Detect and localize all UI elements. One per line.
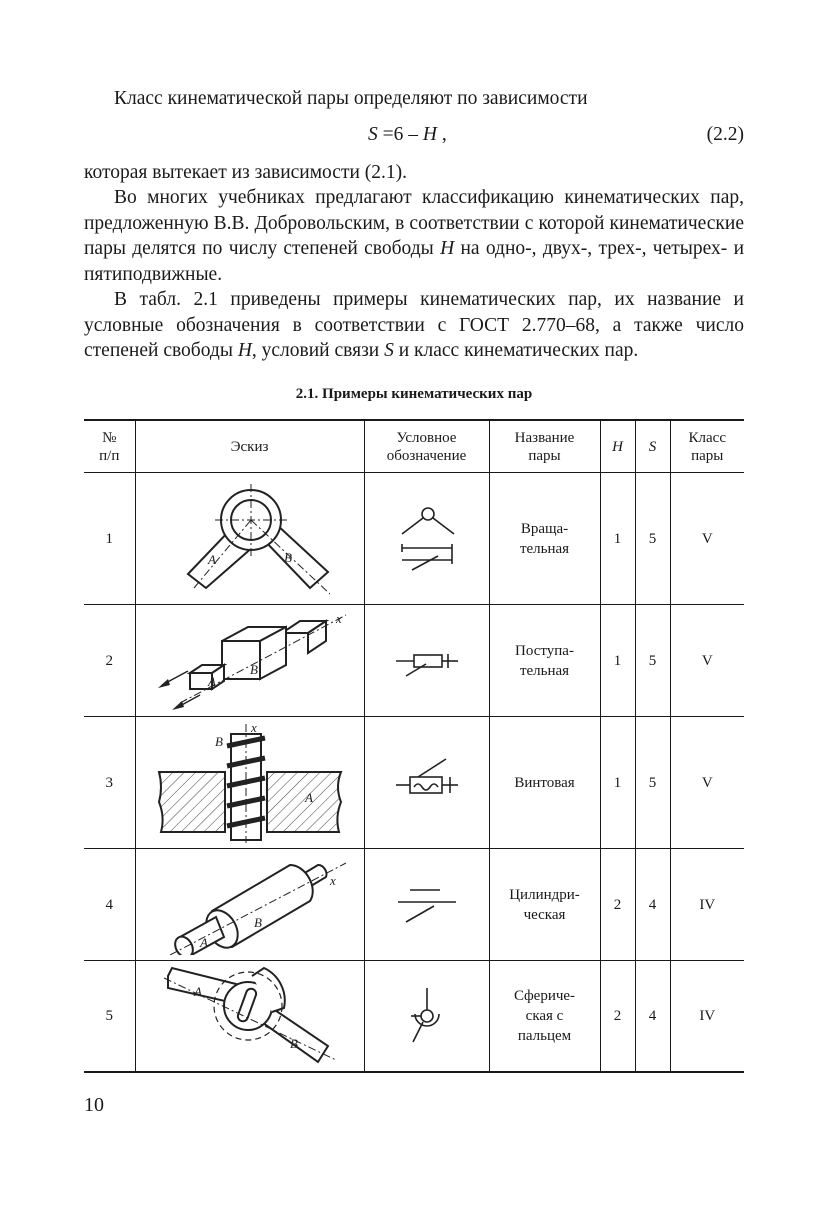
- label-x: x: [329, 872, 336, 888]
- var-h: H: [237, 340, 252, 361]
- paragraph-text: , условий связи: [251, 340, 385, 361]
- cell-symbol: [364, 605, 489, 717]
- cylindrical-pair-sketch: [150, 855, 350, 955]
- formula-2-2: [84, 124, 744, 150]
- header-symbol: [364, 420, 489, 473]
- cell-sketch: [135, 717, 364, 849]
- cell-s: 4: [635, 849, 670, 961]
- formula-comma: ,: [436, 124, 447, 145]
- label-b: B: [283, 549, 292, 565]
- label-a: A: [199, 934, 208, 950]
- revolute-symbol-icon: [392, 504, 462, 574]
- cell-number: 5: [84, 961, 135, 1073]
- cell-h: 1: [600, 717, 635, 849]
- paragraph-text: и класс кинематических пар.: [393, 340, 639, 361]
- header-text: Название: [514, 429, 575, 446]
- paragraph-class-definition: [84, 86, 744, 112]
- name-text: ская с: [525, 1008, 564, 1024]
- spherical-pin-symbol-icon: [397, 984, 457, 1048]
- cell-symbol: [364, 849, 489, 961]
- table-row: [84, 961, 744, 1073]
- header-text: №: [102, 429, 117, 446]
- paragraph-table-intro: [84, 287, 744, 364]
- label-a: A: [207, 673, 216, 689]
- header-text: обозначение: [386, 447, 467, 464]
- table-caption: 2.1. Примеры кинематических пар: [295, 386, 533, 402]
- cell-symbol: [364, 473, 489, 605]
- header-text: Класс: [688, 429, 726, 446]
- cell-h: 2: [600, 849, 635, 961]
- label-b: B: [249, 661, 258, 677]
- table-header-row: [84, 420, 744, 473]
- screw-pair-sketch: [155, 722, 345, 844]
- formula-operator: =6 –: [377, 124, 423, 145]
- table-row: [84, 473, 744, 605]
- formula-number: (2.2): [706, 124, 744, 145]
- page-number: 10: [84, 1094, 104, 1116]
- label-a: A: [207, 551, 216, 567]
- paragraph-dobrovolsky: [84, 185, 744, 287]
- var-s: S: [384, 340, 394, 361]
- cell-symbol: [364, 961, 489, 1073]
- name-text: Враща-: [520, 520, 569, 537]
- name-text: Винтовая: [514, 774, 575, 791]
- table-row: [84, 717, 744, 849]
- cell-class: IV: [670, 849, 744, 961]
- var-h: H: [440, 238, 455, 259]
- paragraph-text: которая вытекает из зависимости (2.1).: [84, 162, 408, 183]
- cell-sketch: [135, 473, 364, 605]
- cell-class: V: [670, 473, 744, 605]
- paragraph-derived: [84, 160, 744, 186]
- header-text: п/п: [99, 447, 120, 464]
- formula-var-h: H: [422, 124, 437, 145]
- name-text: Цилиндри-: [509, 886, 580, 903]
- cell-number: 2: [84, 605, 135, 717]
- cell-sketch: [135, 961, 364, 1073]
- cell-class: V: [670, 605, 744, 717]
- screw-symbol-icon: [392, 753, 462, 813]
- cell-h: 1: [600, 473, 635, 605]
- revolute-pair-sketch: [170, 478, 330, 600]
- cell-sketch: [135, 605, 364, 717]
- table-row: [84, 605, 744, 717]
- formula-expression: [368, 124, 447, 146]
- header-s: S: [635, 420, 670, 473]
- kinematic-pairs-table: [84, 419, 744, 1073]
- label-a: A: [304, 789, 313, 805]
- paragraph-text: Во многих учебниках предлагают классификацию кинематических пар, предложенную В.В. Добровольским, в соответствии с которой кинематические пары делятся по числу степеней свободы: [84, 187, 744, 259]
- header-number: [84, 420, 135, 473]
- name-text: тельная: [519, 662, 570, 679]
- paragraph-text: Класс кинематической пары определяют по зависимости: [114, 88, 588, 109]
- header-text: пары: [691, 447, 724, 464]
- cell-number: 3: [84, 717, 135, 849]
- cylindrical-symbol-icon: [392, 880, 462, 930]
- paragraph-text: В табл. 2.1 приведены примеры кинематических пар, их название и условные обозначения в соответствии с ГОСТ 2.770–68, а также число степеней свободы: [84, 289, 744, 361]
- name-text: ческая: [523, 906, 566, 923]
- cell-name: [489, 717, 600, 849]
- name-text: Сфериче-: [513, 988, 576, 1004]
- spherical-pin-pair-sketch: [160, 964, 340, 1068]
- cell-sketch: [135, 849, 364, 961]
- prismatic-pair-sketch: [150, 611, 350, 711]
- label-b: B: [253, 914, 262, 930]
- cell-class: V: [670, 717, 744, 849]
- label-b: B: [289, 1036, 298, 1051]
- label-x: x: [250, 721, 257, 735]
- header-sketch: Эскиз: [135, 420, 364, 473]
- cell-name: [489, 605, 600, 717]
- cell-name: [489, 961, 600, 1073]
- name-text: Поступа-: [515, 642, 574, 659]
- paragraph-text: на одно-, двух-, трех-, четырех- и пятиподвижные.: [84, 238, 745, 285]
- cell-class: IV: [670, 961, 744, 1073]
- table-row: [84, 849, 744, 961]
- cell-h: 2: [600, 961, 635, 1073]
- name-text: пальцем: [517, 1028, 572, 1044]
- cell-name: [489, 849, 600, 961]
- label-a: A: [193, 984, 202, 999]
- header-h: H: [600, 420, 635, 473]
- header-text: Условное: [396, 429, 457, 446]
- cell-s: 5: [635, 717, 670, 849]
- cell-s: 5: [635, 473, 670, 605]
- header-class: [670, 420, 744, 473]
- cell-s: 5: [635, 605, 670, 717]
- header-text: пары: [528, 447, 561, 464]
- label-b: B: [214, 733, 223, 749]
- formula-var-s: S: [368, 124, 378, 145]
- name-text: тельная: [519, 540, 570, 557]
- cell-name: [489, 473, 600, 605]
- cell-symbol: [364, 717, 489, 849]
- cell-h: 1: [600, 605, 635, 717]
- header-name: [489, 420, 600, 473]
- cell-number: 4: [84, 849, 135, 961]
- cell-number: 1: [84, 473, 135, 605]
- cell-s: 4: [635, 961, 670, 1073]
- prismatic-symbol-icon: [392, 636, 462, 686]
- label-x: x: [335, 610, 342, 626]
